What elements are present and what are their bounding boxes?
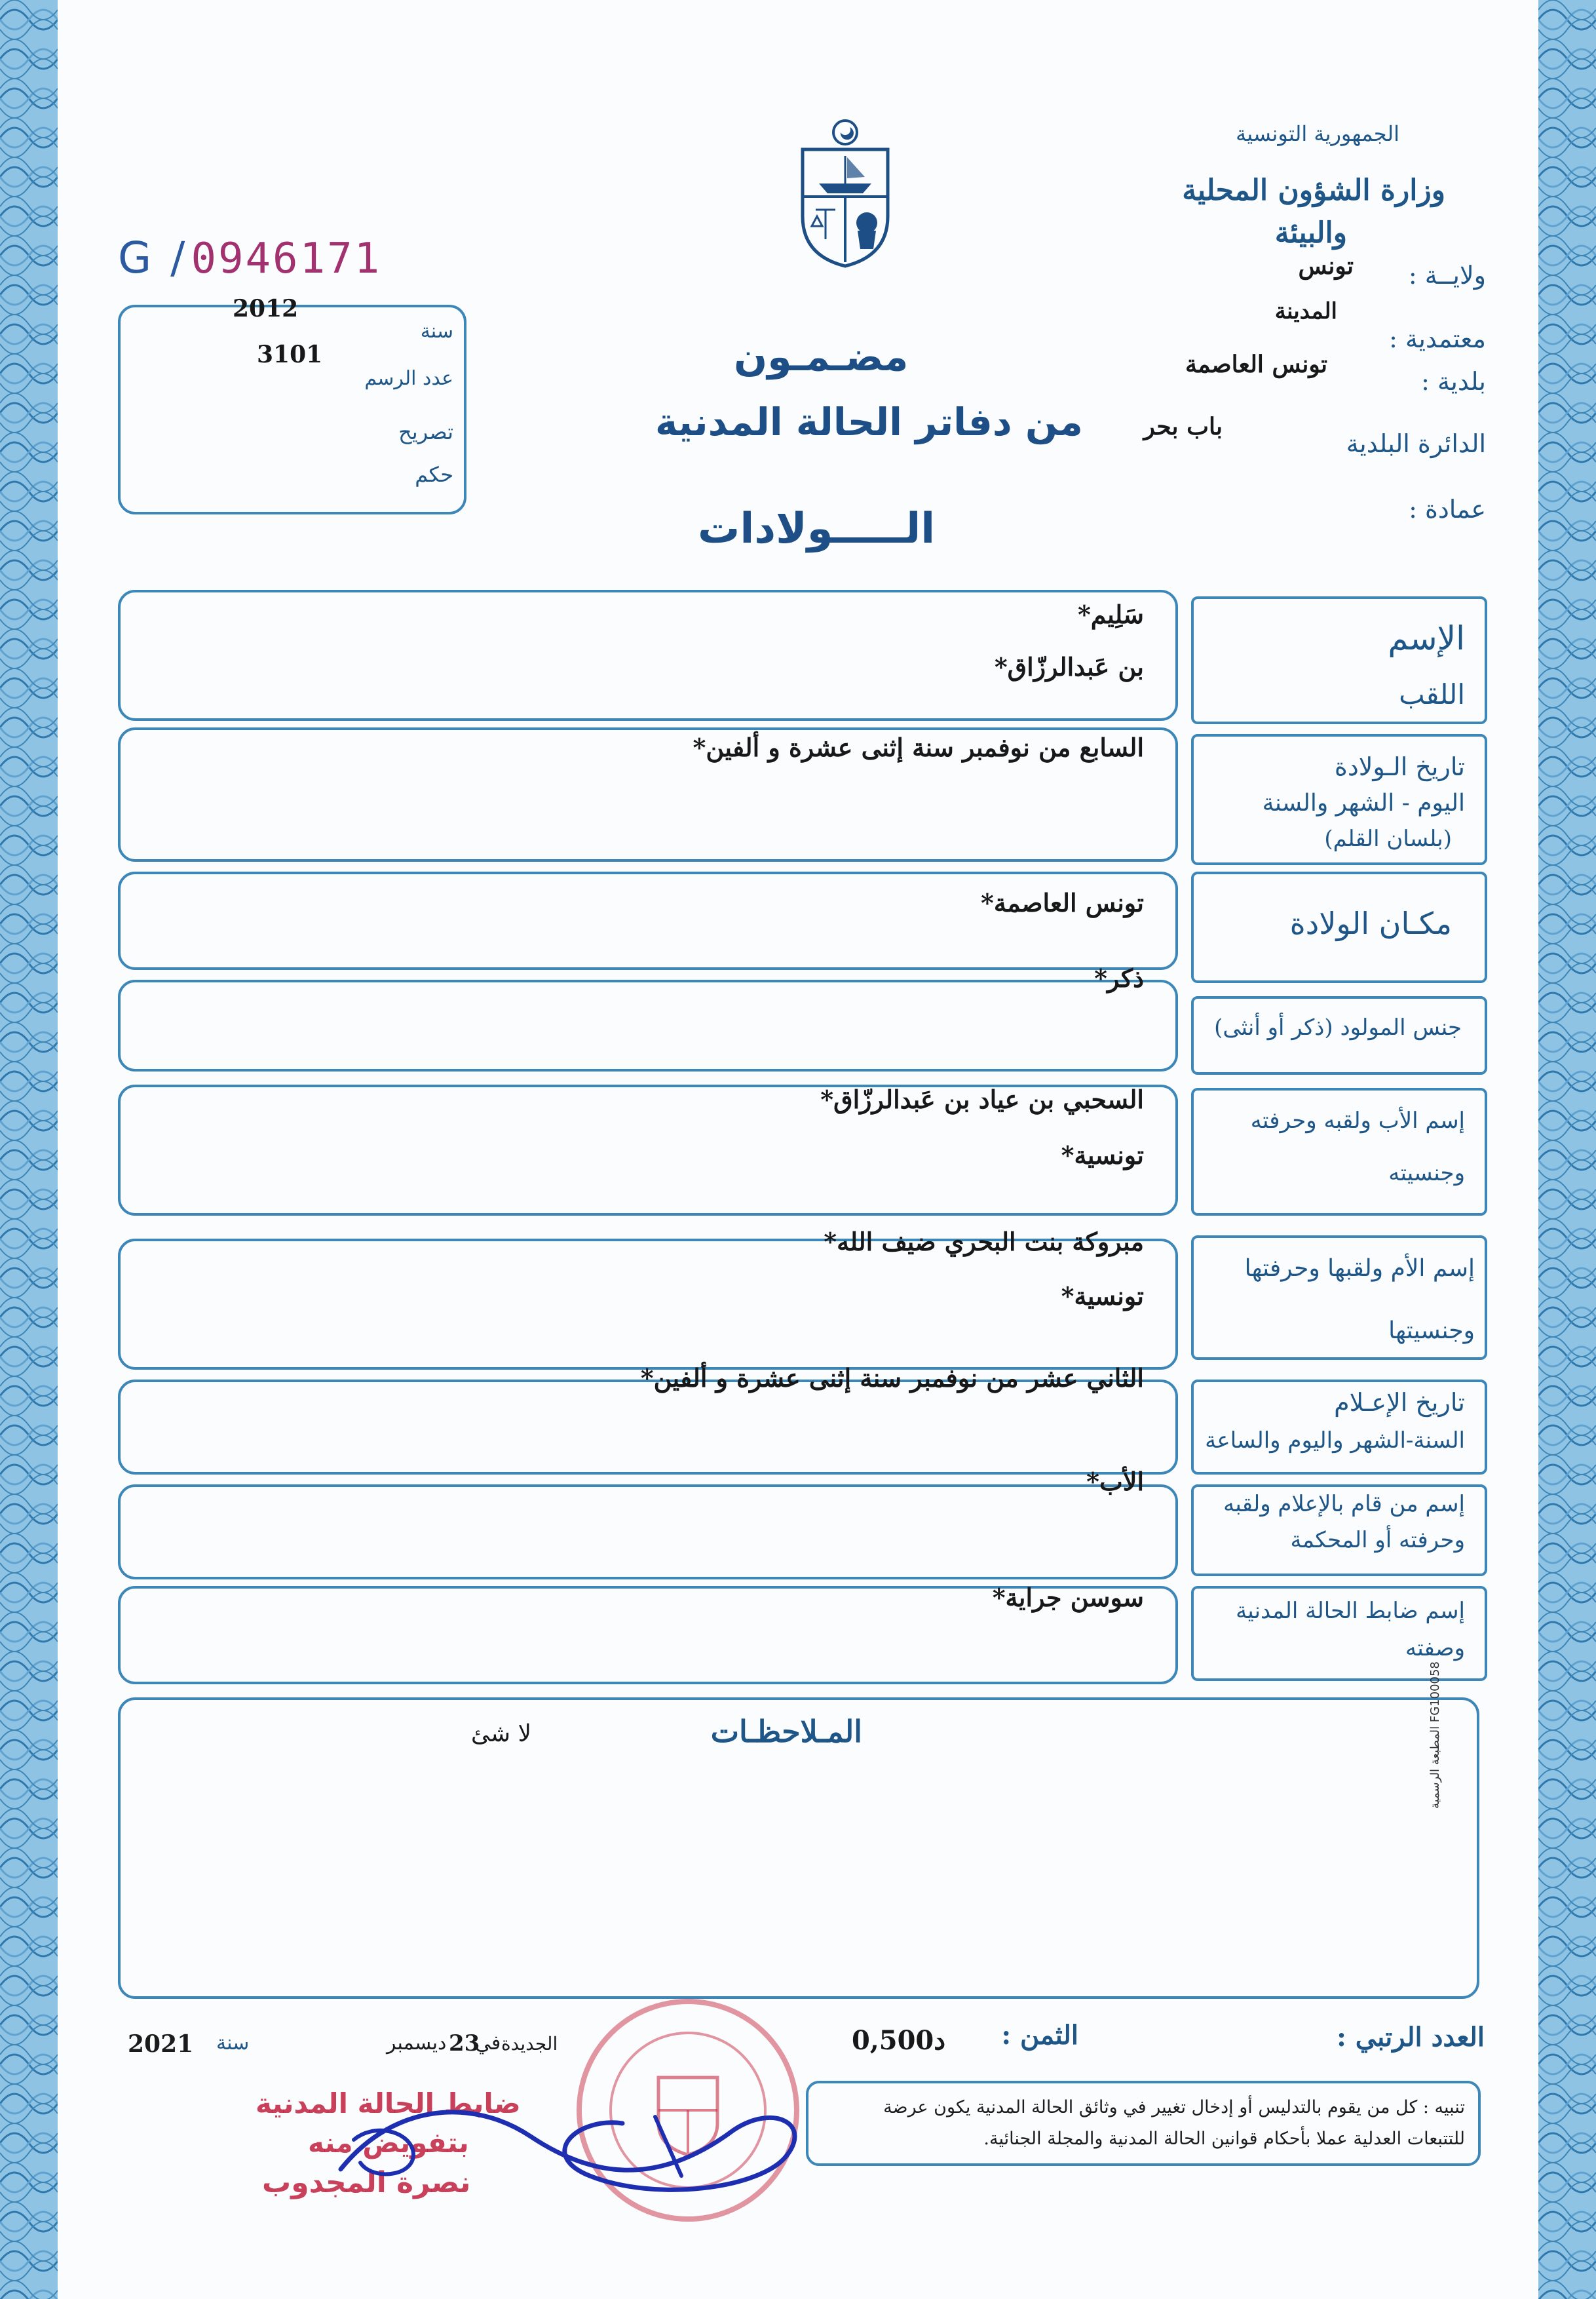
birth-place-value: تونس العاصمة* [981, 888, 1144, 918]
daira-label: الدائرة البلدية [1346, 429, 1486, 458]
officer-stamp-line-1: ضابط الحالة المدنية [256, 2087, 521, 2119]
sex-value: ذكر* [1094, 963, 1144, 993]
remarks-label: المـلاحظـات [710, 1714, 862, 1749]
signature [314, 2077, 826, 2209]
name-label: الإسم [1388, 619, 1465, 657]
issue-year-label: سنة [216, 2032, 250, 2055]
officer-stamp-line-3: نصرة المجدوب [262, 2166, 471, 2199]
registration-year: 2012 [233, 295, 299, 322]
sex-label: جنس المولود (ذكر أو أنثى) [1214, 1014, 1462, 1041]
issue-date-prefix: الجديدة [501, 2033, 558, 2055]
surname-value: بن عَبدالرزّاق* [994, 652, 1144, 682]
declaration-date-value: الثاني عشر من نوفمبر سنة إثنى عشرة و ألفين* [640, 1363, 1144, 1393]
father-nationality-value: تونسية* [1061, 1140, 1144, 1170]
birth-date-label-2: اليوم - الشهر والسنة [1262, 790, 1465, 817]
price-label: الثمن : [1001, 2020, 1078, 2051]
birth-place-value-box [118, 872, 1178, 970]
registration-judgment-label: حكم [415, 462, 453, 487]
birth-date-value: السابع من نوفمبر سنة إثنى عشرة و ألفين* [693, 733, 1144, 762]
officer-label-2: وصفته [1405, 1635, 1465, 1661]
issue-date-fi: في [475, 2032, 501, 2055]
registration-year-label: سنة [420, 320, 453, 343]
warning-line-2: للتتبعات العدلية عملا بأحكام قوانين الحالة المدنية والمجلة الجنائية. [983, 2129, 1465, 2149]
remarks-value: لا شئ [470, 1720, 531, 1747]
title-births: الـــــولادات [698, 505, 936, 553]
republic-name: الجمهورية التونسية [1236, 121, 1399, 146]
right-security-border [1538, 0, 1596, 2299]
declarant-value-box [118, 1484, 1178, 1579]
daira-value: باب بحر [1143, 413, 1223, 440]
coat-of-arms-icon [789, 118, 901, 269]
mother-value-box [118, 1239, 1178, 1370]
title-extract: مضـمـون [734, 334, 909, 380]
declaration-date-value-box [118, 1380, 1178, 1475]
warning-box [806, 2081, 1481, 2166]
left-security-border [0, 0, 58, 2299]
declarant-label-1: إسم من قام بالإعلام ولقبه [1223, 1491, 1465, 1517]
mother-label-2: وجنسيتها [1388, 1317, 1475, 1344]
serial-value: 0946171 [191, 235, 382, 283]
ministry-line-1: وزارة الشؤون المحلية [1182, 174, 1445, 207]
omada-label: عمادة : [1409, 495, 1486, 524]
declarant-label-2: وحرفته أو المحكمة [1290, 1527, 1465, 1553]
wilaya-label: ولايــة : [1408, 261, 1486, 290]
mother-name-value: مبروكة بنت البحري ضيف الله* [824, 1227, 1144, 1256]
warning-line-1: تنبيه : كل من يقوم بالتدليس أو إدخال تغيير في وثائق الحالة المدنية يكون عرضة [883, 2097, 1465, 2117]
declaration-date-label-1: تاريخ الإعـلام [1334, 1388, 1465, 1417]
issue-day: 23 [449, 2030, 480, 2057]
price-value: 0,500د [852, 2025, 946, 2056]
registration-declaration-label: تصريح [398, 419, 453, 444]
mother-label-1: إسم الأم ولقبها وحرفتها [1244, 1255, 1475, 1282]
motamadia-value: المدينة [1274, 298, 1337, 324]
serial-number-label: العدد الرتبي : [1337, 2022, 1485, 2053]
declarant-value: الأب* [1086, 1467, 1144, 1496]
first-name-value: سَلِيم* [1077, 600, 1144, 629]
serial-prefix: G / [118, 233, 188, 283]
printer-code: المطبعة الرسمية FG100058 [1428, 1661, 1442, 1809]
registration-number: 3101 [257, 341, 323, 368]
motamadia-label: معتمدية : [1389, 324, 1486, 353]
serial-number [118, 233, 381, 283]
ministry-line-2: والبيئة [1274, 216, 1347, 250]
officer-stamp-line-2: بتفويض منه [308, 2127, 469, 2159]
declaration-date-label-2: السنة-الشهر واليوم والساعة [1205, 1427, 1465, 1454]
wilaya-value: تونس [1298, 252, 1354, 280]
mother-nationality-value: تونسية* [1061, 1281, 1144, 1311]
registration-number-label: عدد الرسم [364, 367, 453, 390]
officer-value: سوسن جراية* [992, 1583, 1144, 1612]
birth-date-label-3: (بلسان القلم) [1324, 826, 1452, 852]
baladia-value: تونس العاصمة [1185, 351, 1327, 378]
baladia-label: بلدية : [1421, 367, 1486, 396]
surname-label: اللقب [1399, 678, 1465, 710]
issue-month: ديسمبر [387, 2032, 447, 2055]
issue-year: 2021 [128, 2030, 194, 2058]
birth-date-label-1: تاريخ الـولادة [1334, 752, 1465, 781]
registration-box [118, 305, 466, 514]
father-label-2: وجنسيته [1388, 1160, 1465, 1186]
sex-value-box [118, 980, 1178, 1072]
officer-label-1: إسم ضابط الحالة المدنية [1236, 1598, 1465, 1624]
father-label-1: إسم الأب ولقبه وحرفته [1250, 1108, 1465, 1134]
father-name-value: السحبي بن عياد بن عَبدالرزّاق* [820, 1085, 1144, 1114]
title-registers: من دفاتر الحالة المدنية [655, 400, 1083, 444]
birth-place-label: مكـان الولادة [1289, 906, 1452, 941]
